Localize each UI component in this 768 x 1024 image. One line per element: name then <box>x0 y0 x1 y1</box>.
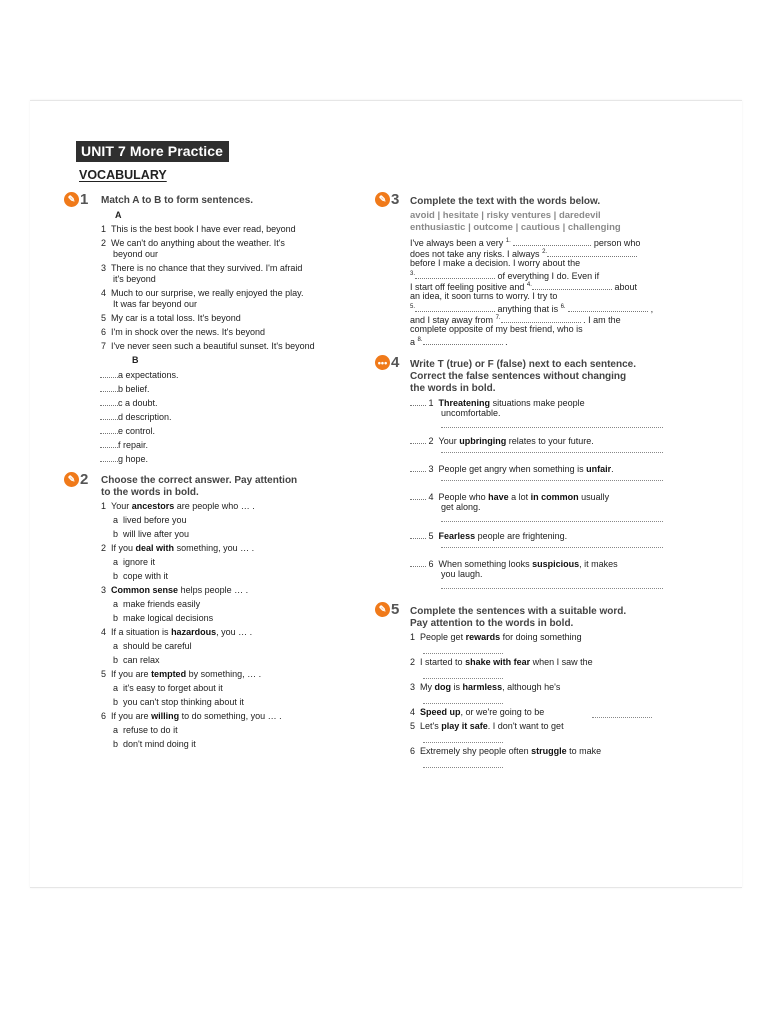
text-line: an idea, it soon turns to worry. I try to <box>410 291 558 301</box>
ex2-option-a[interactable]: a should be careful <box>113 641 192 651</box>
ex2-question: 1 Your ancestors are people who … . <box>101 501 255 511</box>
ex4-correction-line[interactable] <box>441 426 663 428</box>
exercise-5-number: ✎ 5 <box>375 602 399 617</box>
ex2-option-b[interactable]: b will live after you <box>113 529 190 539</box>
ex5-answer-blank[interactable] <box>423 677 503 679</box>
text-line: before I make a decision. I worry about the <box>410 258 581 268</box>
ex5-answer-blank[interactable] <box>423 652 503 654</box>
ex1-b-item[interactable]: g hope. <box>100 453 148 465</box>
ex2-option-b[interactable]: b you can't stop thinking about it <box>113 697 244 707</box>
ex2-option-a[interactable]: a it's easy to forget about it <box>113 683 223 693</box>
ex4-correction-line[interactable] <box>441 587 663 589</box>
exercise-1-instruction: Match A to B to form sentences. <box>101 195 254 206</box>
pencil-icon: ✎ <box>64 192 79 207</box>
ex2-option-b[interactable]: b don't mind doing it <box>113 739 196 749</box>
ex4-statement-cont: you laugh. <box>441 569 483 579</box>
ex2-question: 2 If you deal with something, you … . <box>101 543 255 553</box>
text-line: complete opposite of my best friend, who is <box>410 324 583 334</box>
ex5-sentence: 4 Speed up, or we're going to be <box>410 707 545 717</box>
exercise-2-instruction: Choose the correct answer. Pay attention <box>101 475 298 486</box>
ex2-option-b[interactable]: b cope with it <box>113 571 169 581</box>
ex1-a-item: 4 Much to our surprise, we really enjoyed the play. <box>101 288 304 298</box>
ex4-correction-line[interactable] <box>441 546 663 548</box>
exercise-2-number: ✎ 2 <box>64 472 88 487</box>
ex5-sentence: 3 My dog is harmless, although he's <box>410 682 561 692</box>
pencil-icon: ✎ <box>64 472 79 487</box>
ex4-statement[interactable]: 3 People get angry when something is unfair. <box>410 463 614 475</box>
ex2-question: 3 Common sense helps people … . <box>101 585 249 595</box>
ex2-option-a[interactable]: a refuse to do it <box>113 725 178 735</box>
ex4-correction-line[interactable] <box>441 479 663 481</box>
ex1-b-item[interactable]: e control. <box>100 425 155 437</box>
ex1-b-item[interactable]: d description. <box>100 411 172 423</box>
unit-title: UNIT 7 More Practice <box>76 141 229 162</box>
column-b-label: B <box>132 355 139 365</box>
ex1-b-item[interactable]: b belief. <box>100 383 150 395</box>
ex1-b-item[interactable]: a expectations. <box>100 369 179 381</box>
ex1-a-item-cont: It was far beyond our <box>113 299 198 309</box>
ex1-a-item: 1 This is the best book I have ever read, beyond <box>101 224 296 234</box>
ex5-sentence: 6 Extremely shy people often struggle to make <box>410 746 602 756</box>
exercise-4-instruction-cont: Correct the false sentences without changing <box>410 371 627 382</box>
ex2-option-a[interactable]: a make friends easily <box>113 599 201 609</box>
word-box-line-2: enthusiastic | outcome | cautious | challenging <box>410 222 621 233</box>
section-title: VOCABULARY <box>79 168 167 182</box>
pencil-icon: ✎ <box>375 602 390 617</box>
pencil-icon: ✎ <box>375 192 390 207</box>
ex2-option-a[interactable]: a ignore it <box>113 557 156 567</box>
exercise-5-instruction-cont: Pay attention to the words in bold. <box>410 618 574 629</box>
text-line: I've always been a very $^{1.}$ person who <box>410 238 641 248</box>
ex1-a-item: 3 There is no chance that they survived. I'm afraid <box>101 263 303 273</box>
speech-dots-icon: ••• <box>375 355 390 370</box>
ex2-question: 4 If a situation is hazardous, you … . <box>101 627 253 637</box>
ex5-answer-blank[interactable] <box>423 741 503 743</box>
exercise-3-number: ✎ 3 <box>375 192 399 207</box>
exercise-4-instruction-cont: the words in bold. <box>410 383 496 394</box>
text-line: $^{3.}$ of everything I do. Even if <box>410 271 600 281</box>
ex2-option-a[interactable]: a lived before you <box>113 515 187 525</box>
exercise-5-instruction: Complete the sentences with a suitable word. <box>410 606 627 617</box>
ex1-a-item: 2 We can't do anything about the weather. It's <box>101 238 285 248</box>
ex4-statement[interactable]: 6 When something looks suspicious, it makes <box>410 558 618 570</box>
exercise-3-instruction: Complete the text with the words below. <box>410 196 601 207</box>
exercise-2-instruction-cont: to the words in bold. <box>101 487 199 498</box>
text-line: I start off feeling positive and $^{4.}$ about <box>410 282 637 292</box>
ex2-question: 6 If you are willing to do something, you … . <box>101 711 282 721</box>
ex1-a-item: 7 I've never seen such a beautiful sunset. It's beyond <box>101 341 315 351</box>
ex2-option-b[interactable]: b make logical decisions <box>113 613 214 623</box>
ex4-statement[interactable]: 2 Your upbringing relates to your future. <box>410 435 594 447</box>
text-line: and I stay away from $^{7.}$ . I am the <box>410 315 621 325</box>
ex4-correction-line[interactable] <box>441 520 663 522</box>
ex4-statement[interactable]: 4 People who have a lot in common usually <box>410 491 609 503</box>
ex1-a-item: 5 My car is a total loss. It's beyond <box>101 313 241 323</box>
text-line: a $^{8.}$ . <box>410 337 508 347</box>
ex5-sentence: 2 I started to shake with fear when I saw the <box>410 657 593 667</box>
ex5-answer-blank[interactable] <box>423 766 503 768</box>
text-line: $^{5.}$ anything that is $^{6.}$ , <box>410 304 654 314</box>
ex2-question: 5 If you are tempted by something, … . <box>101 669 262 679</box>
ex4-correction-line[interactable] <box>441 451 663 453</box>
ex5-answer-blank[interactable] <box>423 702 503 704</box>
ex1-b-item[interactable]: c a doubt. <box>100 397 158 409</box>
word-box-line-1: avoid | hesitate | risky ventures | daredevil <box>410 210 601 221</box>
ex1-a-item: 6 I'm in shock over the news. It's beyond <box>101 327 266 337</box>
ex4-statement-cont: uncomfortable. <box>441 408 501 418</box>
text-line: does not take any risks. I always $^{2.}$ <box>410 247 637 260</box>
ex1-a-item-cont: it's beyond <box>113 274 156 284</box>
ex1-a-item-cont: beyond our <box>113 249 159 259</box>
ex5-answer-blank[interactable] <box>592 716 652 718</box>
ex4-statement[interactable]: 1 Threatening situations make people <box>410 397 585 409</box>
exercise-1-number: ✎ 1 <box>64 192 88 207</box>
ex4-statement-cont: get along. <box>441 502 481 512</box>
ex2-option-b[interactable]: b can relax <box>113 655 160 665</box>
ex5-sentence: 1 People get rewards for doing something <box>410 632 582 642</box>
ex1-b-item[interactable]: f repair. <box>100 439 148 451</box>
ex4-statement[interactable]: 5 Fearless people are frightening. <box>410 530 567 542</box>
column-a-label: A <box>115 210 122 220</box>
exercise-4-instruction: Write T (true) or F (false) next to each sentence. <box>410 359 636 370</box>
exercise-4-number: ••• 4 <box>375 355 399 370</box>
ex5-sentence: 5 Let's play it safe. I don't want to get <box>410 721 564 731</box>
